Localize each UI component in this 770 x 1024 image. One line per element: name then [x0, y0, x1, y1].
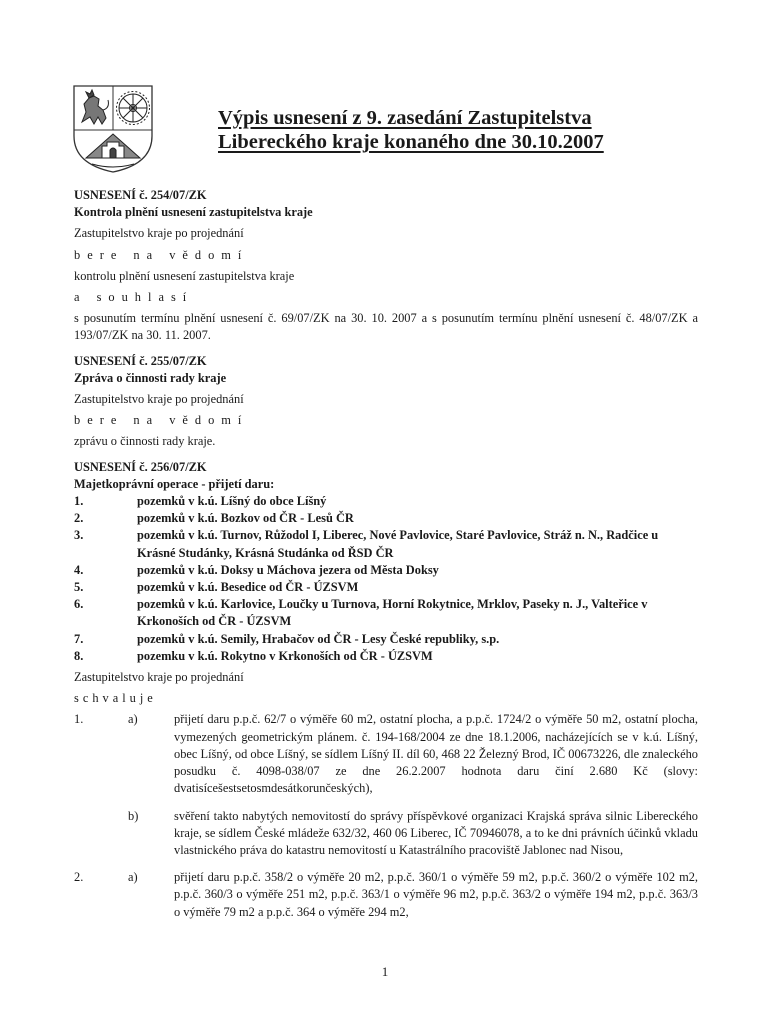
title-line-2: Libereckého kraje konaného dne 30.10.2007: [218, 131, 604, 153]
list-item: 6. pozemků v k.ú. Karlovice, Loučky u Turnova, Horní Rokytnice, Mrklov, Paseky n. J., Valteřice v Krkonoších od ČR - ÚZSVM: [74, 597, 648, 629]
document-title: [218, 106, 604, 154]
title-line-1: Výpis usnesení z 9. zasedání Zastupitelstva: [218, 107, 592, 129]
point-text: svěření takto nabytých nemovitostí do správy příspěvkové organizaci Krajská správa silnic Libereckého kraje, se sídlem České mládeže 632/32, 460 06 Liberec, IČ 70946078, a to ke dni právních účinků vkladu vlastnického práva do katastru nemovitostí u Katastrálního pracoviště Jablonec nad Nisou,: [174, 808, 698, 857]
resolution-255: [74, 353, 698, 451]
resolution-text: s posunutím termínu plnění usnesení č. 69/07/ZK na 30. 10. 2007 a s posunutím termínu plnění usnesení č. 48/07/ZK a 193/07/ZK na 30. 11. 2007.: [74, 311, 698, 343]
point-number: 1.: [74, 712, 84, 727]
resolution-verb: schvaluje: [74, 691, 157, 706]
point-letter: a): [128, 870, 138, 885]
resolution-text: zprávu o činnosti rady kraje.: [74, 434, 216, 449]
list-item: 3. pozemků v k.ú. Turnov, Růžodol I, Liberec, Nové Pavlovice, Staré Pavlovice, Stráž n. N., Radčice u Krásné Studánky, Krásná Studánka od ŘSD ČR: [74, 528, 659, 560]
resolution-text: kontrolu plnění usnesení zastupitelstva kraje: [74, 268, 295, 283]
document-header: [72, 84, 712, 178]
list-item: 2. pozemků v k.ú. Bozkov od ČR - Lesů ČR: [74, 511, 354, 526]
point-number: 2.: [74, 870, 84, 885]
property-list: [74, 493, 698, 665]
resolution-intro: Zastupitelstvo kraje po projednání: [74, 670, 244, 685]
page-number: 1: [381, 964, 389, 979]
resolution-subject: Zpráva o činnosti rady kraje: [74, 370, 227, 385]
resolution-subject: Kontrola plnění usnesení zastupitelstva kraje: [74, 205, 313, 220]
point-letter: b): [128, 808, 139, 823]
resolution-256: [74, 459, 698, 921]
resolution-verb: bere na vědomí: [74, 247, 249, 262]
list-item: 4. pozemků v k.ú. Doksy u Máchova jezera od Města Doksy: [74, 562, 439, 577]
resolution-intro: Zastupitelstvo kraje po projednání: [74, 392, 244, 407]
point-text: přijetí daru p.p.č. 358/2 o výměře 20 m2, p.p.č. 360/1 o výměře 59 m2, p.p.č. 360/2 o výměře 102 m2, p.p.č. 360/3 o výměře 251 m2, p.p.č. 363/1 o výměře 96 m2, p.p.č. 363/2 o výměře 194 m2, p.p.č. 363/3 o výměře 79 m2 a p.p.č. 364 o výměře 294 m2,: [174, 870, 698, 919]
list-item: 1. pozemků v k.ú. Líšný do obce Líšný: [74, 494, 327, 509]
resolution-number: USNESENÍ č. 256/07/ZK: [74, 459, 207, 474]
list-item: 7. pozemků v k.ú. Semily, Hrabačov od ČR - Lesy České republiky, s.p.: [74, 631, 500, 646]
resolution-point: [74, 808, 698, 860]
point-text: přijetí daru p.p.č. 62/7 o výměře 60 m2, ostatní plocha, a p.p.č. 1724/2 o výměře 50 m2, ostatní plocha, vymezených geometrickým plánem. č. 194-168/2004 ze dne 18.1.2006, nacházejících se v k.ú. Líšný, obec Líšný, od obce Líšný, se sídlem Líšný II. díl 60, 468 22 Železný Brod, IČ 00673226, dle znaleckého posudku č. 4098-038/07 ze dne 26.2.2007 hodnota daru činí 2.680 Kč (slovy: dvatisícešestsetosmdesátkorunčeských),: [174, 712, 698, 796]
resolution-number: USNESENÍ č. 254/07/ZK: [74, 188, 207, 202]
resolution-verb: bere na vědomí: [74, 413, 249, 428]
resolution-intro: Zastupitelstvo kraje po projednání: [74, 226, 244, 241]
list-item: 5. pozemků v k.ú. Besedice od ČR - ÚZSVM: [74, 580, 359, 595]
resolution-subject: Majetkoprávní operace - přijetí daru:: [74, 476, 275, 491]
point-letter: a): [128, 712, 138, 727]
list-item: 8. pozemku v k.ú. Rokytno v Krkonoších od ČR - ÚZSVM: [74, 648, 433, 663]
resolution-254: [74, 187, 698, 345]
coat-of-arms-icon: [72, 84, 154, 174]
document-body: [74, 187, 698, 921]
resolution-number: USNESENÍ č. 255/07/ZK: [74, 353, 207, 368]
resolution-point: [74, 869, 698, 921]
resolution-verb: a souhlasí: [74, 290, 194, 305]
resolution-point: [74, 711, 698, 797]
